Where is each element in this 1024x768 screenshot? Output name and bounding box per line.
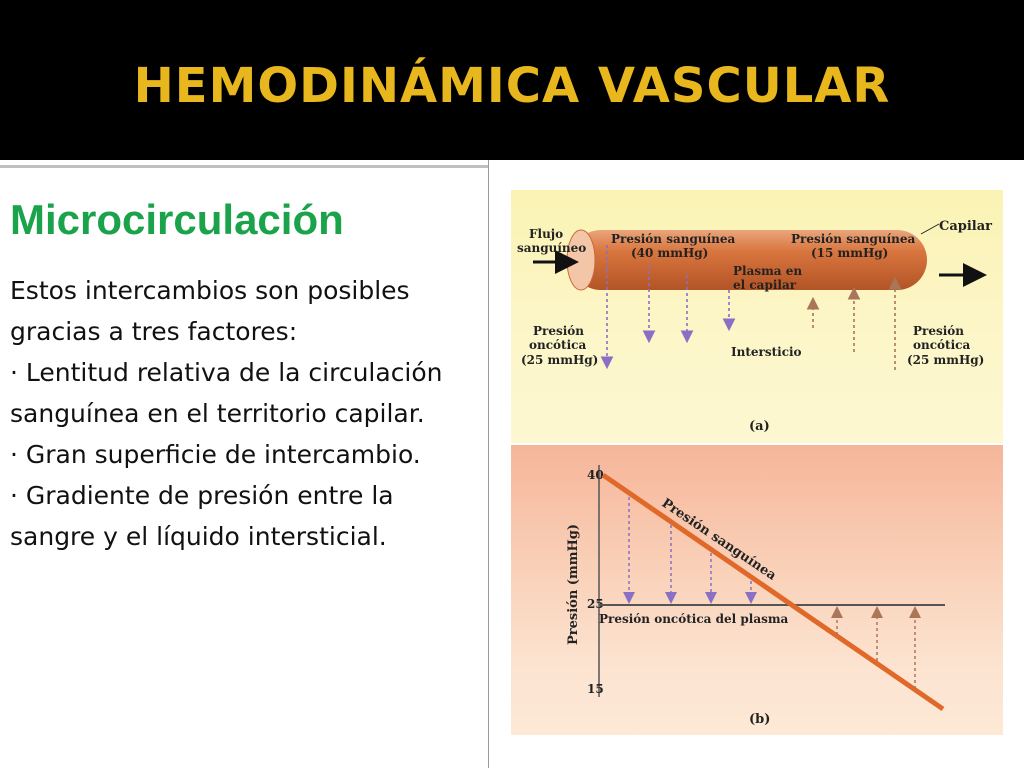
figure-a-label: (a) (749, 419, 770, 434)
paragraph-line: · Gran superficie de intercambio. (10, 440, 421, 469)
oncotic-right-value: (25 mmHg) (907, 353, 985, 367)
tick-label: 25 (587, 597, 604, 611)
baseline-label: Presión oncótica del plasma (599, 612, 789, 626)
slide-subtitle: Microcirculación (10, 196, 344, 243)
tick-label: 15 (587, 682, 604, 696)
plasma-label: el capilar (733, 278, 797, 292)
y-axis-label: Presión (mmHg) (566, 524, 581, 645)
oncotic-left-label: Presión (533, 324, 585, 338)
capilar-pointer (921, 224, 939, 234)
paragraph-line: · Gradiente de presión entre la (10, 481, 394, 510)
oncotic-right-label: Presión (913, 324, 965, 338)
intersticio-label: Intersticio (731, 345, 802, 359)
microcirculation-figure (488, 160, 1024, 768)
oncotic-left-label: oncótica (529, 338, 587, 352)
figure-b-label: (b) (749, 712, 771, 727)
line-label: Presión sanguínea (658, 495, 779, 584)
paragraph-line: · Lentitud relativa de la circulación (10, 358, 443, 387)
divider-line (0, 165, 488, 168)
oncotic-left-value: (25 mmHg) (521, 353, 599, 367)
flujo-label: sanguíneo (517, 241, 587, 255)
blood-pressure-15-label: Presión sanguínea (791, 232, 916, 246)
blood-pressure-40-label: Presión sanguínea (611, 232, 736, 246)
paragraph-line: sangre y el líquido intersticial. (10, 522, 387, 551)
flujo-label: Flujo (529, 227, 564, 241)
pressure-graph-svg (511, 445, 1003, 735)
blood-pressure-line (603, 475, 943, 709)
body-paragraph (10, 270, 500, 557)
paragraph-line: sanguínea en el territorio capilar. (10, 399, 425, 428)
blood-pressure-15-value: (15 mmHg) (811, 246, 889, 260)
tick-label: 40 (587, 468, 604, 482)
paragraph-line: gracias a tres factores: (10, 317, 298, 346)
capillary-svg (511, 190, 1003, 443)
blood-pressure-40-value: (40 mmHg) (631, 246, 709, 260)
oncotic-right-label: oncótica (913, 338, 971, 352)
pressure-graph (511, 445, 1003, 735)
paragraph-line: Estos intercambios son posibles (10, 276, 410, 305)
capillary-opening (567, 230, 595, 290)
plasma-label: Plasma en (733, 264, 803, 278)
slide-title: HEMODINÁMICA VASCULAR (133, 58, 891, 114)
capilar-label: Capilar (939, 219, 993, 234)
capillary-diagram (511, 190, 1003, 443)
